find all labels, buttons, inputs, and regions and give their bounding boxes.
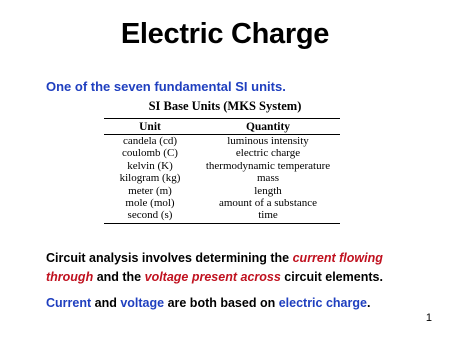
table-caption: SI Base Units (MKS System)	[148, 99, 302, 113]
header-unit: Unit	[104, 119, 196, 135]
paragraph-text: and	[91, 296, 121, 310]
charge-basis-paragraph	[46, 294, 426, 313]
highlight-current-flowing: current flowing through	[46, 251, 383, 284]
circuit-analysis-paragraph	[46, 249, 426, 287]
highlight-voltage-present: voltage present across	[144, 270, 281, 284]
quantity-cell: amount of a substance	[218, 197, 318, 210]
quantity-cell: luminous intensity	[227, 135, 309, 147]
quantity-cell: time	[196, 209, 340, 223]
subtitle: One of the seven fundamental SI units.	[46, 79, 286, 94]
paragraph-text: Circuit analysis involves determining the	[46, 251, 293, 265]
table-row	[104, 160, 340, 172]
unit-cell: mole (mol)	[125, 197, 175, 210]
header-quantity: Quantity	[196, 119, 340, 135]
table-header-row	[104, 119, 340, 135]
term-electric-charge: electric charge	[278, 296, 367, 310]
paragraph-text: .	[366, 296, 371, 310]
page-number: 1	[425, 312, 432, 324]
unit-cell: kilogram (kg)	[119, 172, 181, 185]
table-row	[104, 185, 340, 197]
paragraph-text: circuit elements.	[280, 270, 383, 284]
unit-cell: meter (m)	[128, 184, 172, 197]
table-row	[104, 147, 340, 159]
term-voltage: voltage	[120, 296, 165, 310]
table-row	[104, 172, 340, 184]
quantity-cell: mass	[257, 172, 279, 185]
si-units-table	[104, 118, 340, 224]
slide-title: Electric Charge	[120, 18, 330, 50]
unit-cell: second (s)	[104, 209, 196, 223]
quantity-cell: electric charge	[235, 147, 301, 160]
quantity-cell: thermodynamic temperature	[205, 159, 331, 172]
table-row	[104, 197, 340, 209]
unit-cell: coulomb (C)	[122, 147, 178, 160]
unit-cell: kelvin (K)	[127, 159, 173, 172]
quantity-cell: length	[254, 184, 282, 197]
table-row	[104, 135, 340, 148]
paragraph-text: and the	[93, 270, 145, 284]
paragraph-text: are both based on	[164, 296, 279, 310]
unit-cell: candela (cd)	[122, 135, 178, 147]
term-current: Current	[46, 296, 92, 310]
table-row	[104, 209, 340, 223]
